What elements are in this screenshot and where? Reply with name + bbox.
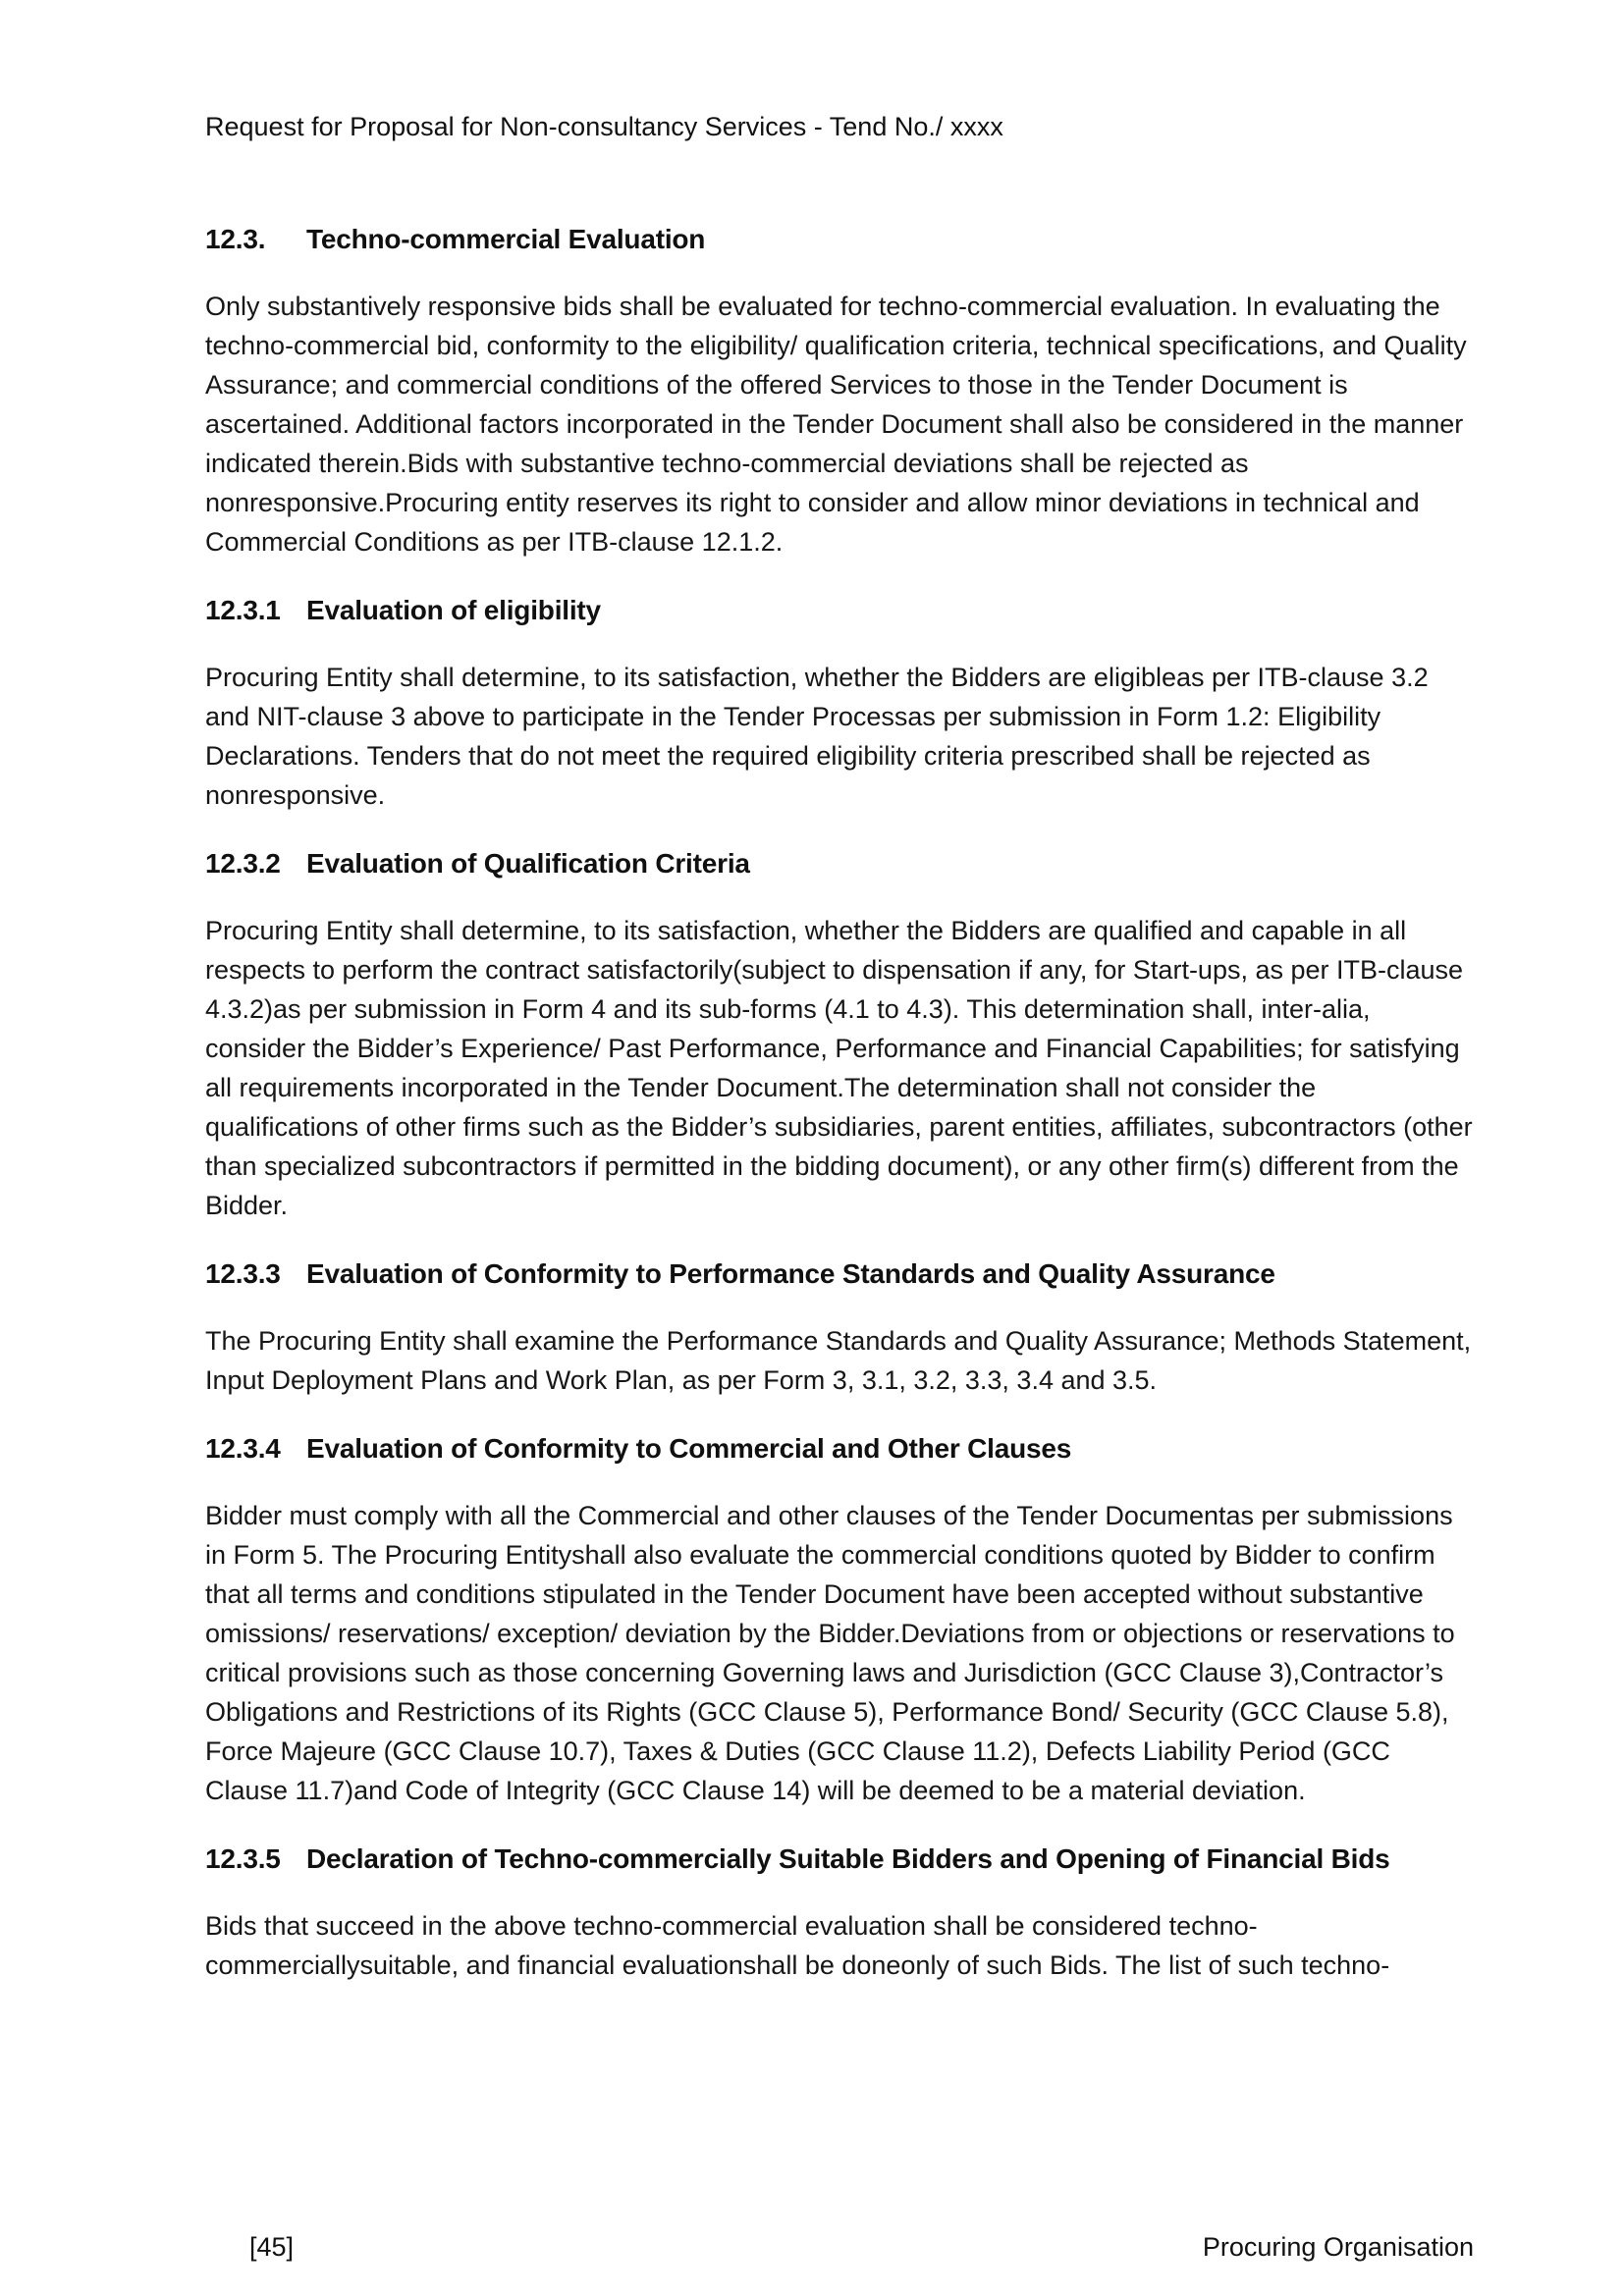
section-intro-paragraph: Only substantively responsive bids shall be evaluated for techno-commercial evaluation. In evaluating the techno-commercial bid, conformity to the eligibility/ qualification criteria, technical specifications, and Quality Assurance; and commercial conditions of the offered Services to those in the Tender Document is ascertained. Additional factors incorporated in the Tender Document shall also be considered in the manner indicated therein.Bids with substantive techno-commercial deviations shall be rejected as nonresponsive.Procuring entity reserves its right to consider and allow minor deviations in technical and Commercial Conditions as per ITB-clause 12.1.2. [205, 292, 1467, 557]
subsection-title: Evaluation of Qualification Criteria [306, 848, 750, 879]
subsection-title: Evaluation of Conformity to Performance Standards and Quality Assurance [306, 1258, 1275, 1289]
subsection-paragraph-12-3-4: Bidder must comply with all the Commercial and other clauses of the Tender Documentas per submissions in Form 5. The Procuring Entityshall also evaluate the commercial conditions quoted by Bidder to confirm that all terms and conditions stipulated in the Tender Document have been accepted without substantive omissions/ reservations/ exception/ deviation by the Bidder.Deviations from or objections or reservations to critical provisions such as those concerning Governing laws and Jurisdiction (GCC Clause 3),Contractor’s Obligations and Restrictions of its Rights (GCC Clause 5), Performance Bond/ Security (GCC Clause 5.8), Force Majeure (GCC Clause 10.7), Taxes & Duties (GCC Clause 11.2), Defects Liability Period (GCC Clause 11.7)and Code of Integrity (GCC Clause 14) will be deemed to be a material deviation. [205, 1501, 1455, 1805]
subsection-paragraph-12-3-2: Procuring Entity shall determine, to its satisfaction, whether the Bidders are qualified and capable in all respects to perform the contract satisfactorily(subject to dispensation if any, for Start-ups, as per ITB-clause 4.3.2)as per submission in Form 4 and its sub-forms (4.1 to 4.3). This determination shall, inter-alia, consider the Bidder’s Experience/ Past Performance, Performance and Financial Capabilities; for satisfying all requirements incorporated in the Tender Document.The determination shall not consider the qualifications of other firms such as the Bidder’s subsidiaries, parent entities, affiliates, subcontractors (other than specialized subcontractors if permitted in the bidding document), or any other firm(s) different from the Bidder. [205, 916, 1473, 1220]
section-title: Techno-commercial Evaluation [306, 224, 706, 254]
subsection-number: 12.3.2 [205, 848, 281, 879]
subsection-paragraph-12-3-5: Bids that succeed in the above techno-commercial evaluation shall be considered techno-commerciallysuitable, and financial evaluationshall be doneonly of such Bids. The list of such techno- [205, 1911, 1390, 1980]
subsection-heading-12-3-5 [205, 1840, 1474, 1879]
page-footer [205, 2230, 1474, 2264]
subsection-title: Evaluation of Conformity to Commercial and Other Clauses [306, 1433, 1072, 1464]
section-heading [205, 220, 1474, 259]
section-number: 12.3. [205, 224, 266, 254]
subsection-heading-12-3-4 [205, 1429, 1474, 1468]
subsection-number: 12.3.4 [205, 1433, 281, 1464]
subsection-number: 12.3.1 [205, 595, 281, 625]
subsection-heading-12-3-2 [205, 844, 1474, 883]
subsection-title: Evaluation of eligibility [306, 595, 601, 625]
subsection-heading-12-3-3 [205, 1255, 1474, 1294]
subsection-heading-12-3-1 [205, 591, 1474, 630]
subsection-paragraph-12-3-1: Procuring Entity shall determine, to its satisfaction, whether the Bidders are eligibleas per ITB-clause 3.2 and NIT-clause 3 above to participate in the Tender Processas per submission in Form 1.2: Eligibility Declarations. Tenders that do not meet the required eligibility criteria prescribed shall be rejected as nonresponsive. [205, 663, 1429, 810]
footer-organisation: Procuring Organisation [1202, 2232, 1474, 2262]
subsection-paragraph-12-3-3: The Procuring Entity shall examine the Performance Standards and Quality Assurance; Methods Statement, Input Deployment Plans and Work Plan, as per Form 3, 3.1, 3.2, 3.3, 3.4 and 3.5. [205, 1326, 1472, 1395]
subsection-number: 12.3.3 [205, 1258, 281, 1289]
page-number: [45] [249, 2232, 295, 2262]
subsection-number: 12.3.5 [205, 1843, 281, 1874]
page-header: Request for Proposal for Non-consultancy Services - Tend No./ xxxx [205, 112, 1003, 141]
subsection-title: Declaration of Techno-commercially Suitable Bidders and Opening of Financial Bids [306, 1843, 1390, 1874]
